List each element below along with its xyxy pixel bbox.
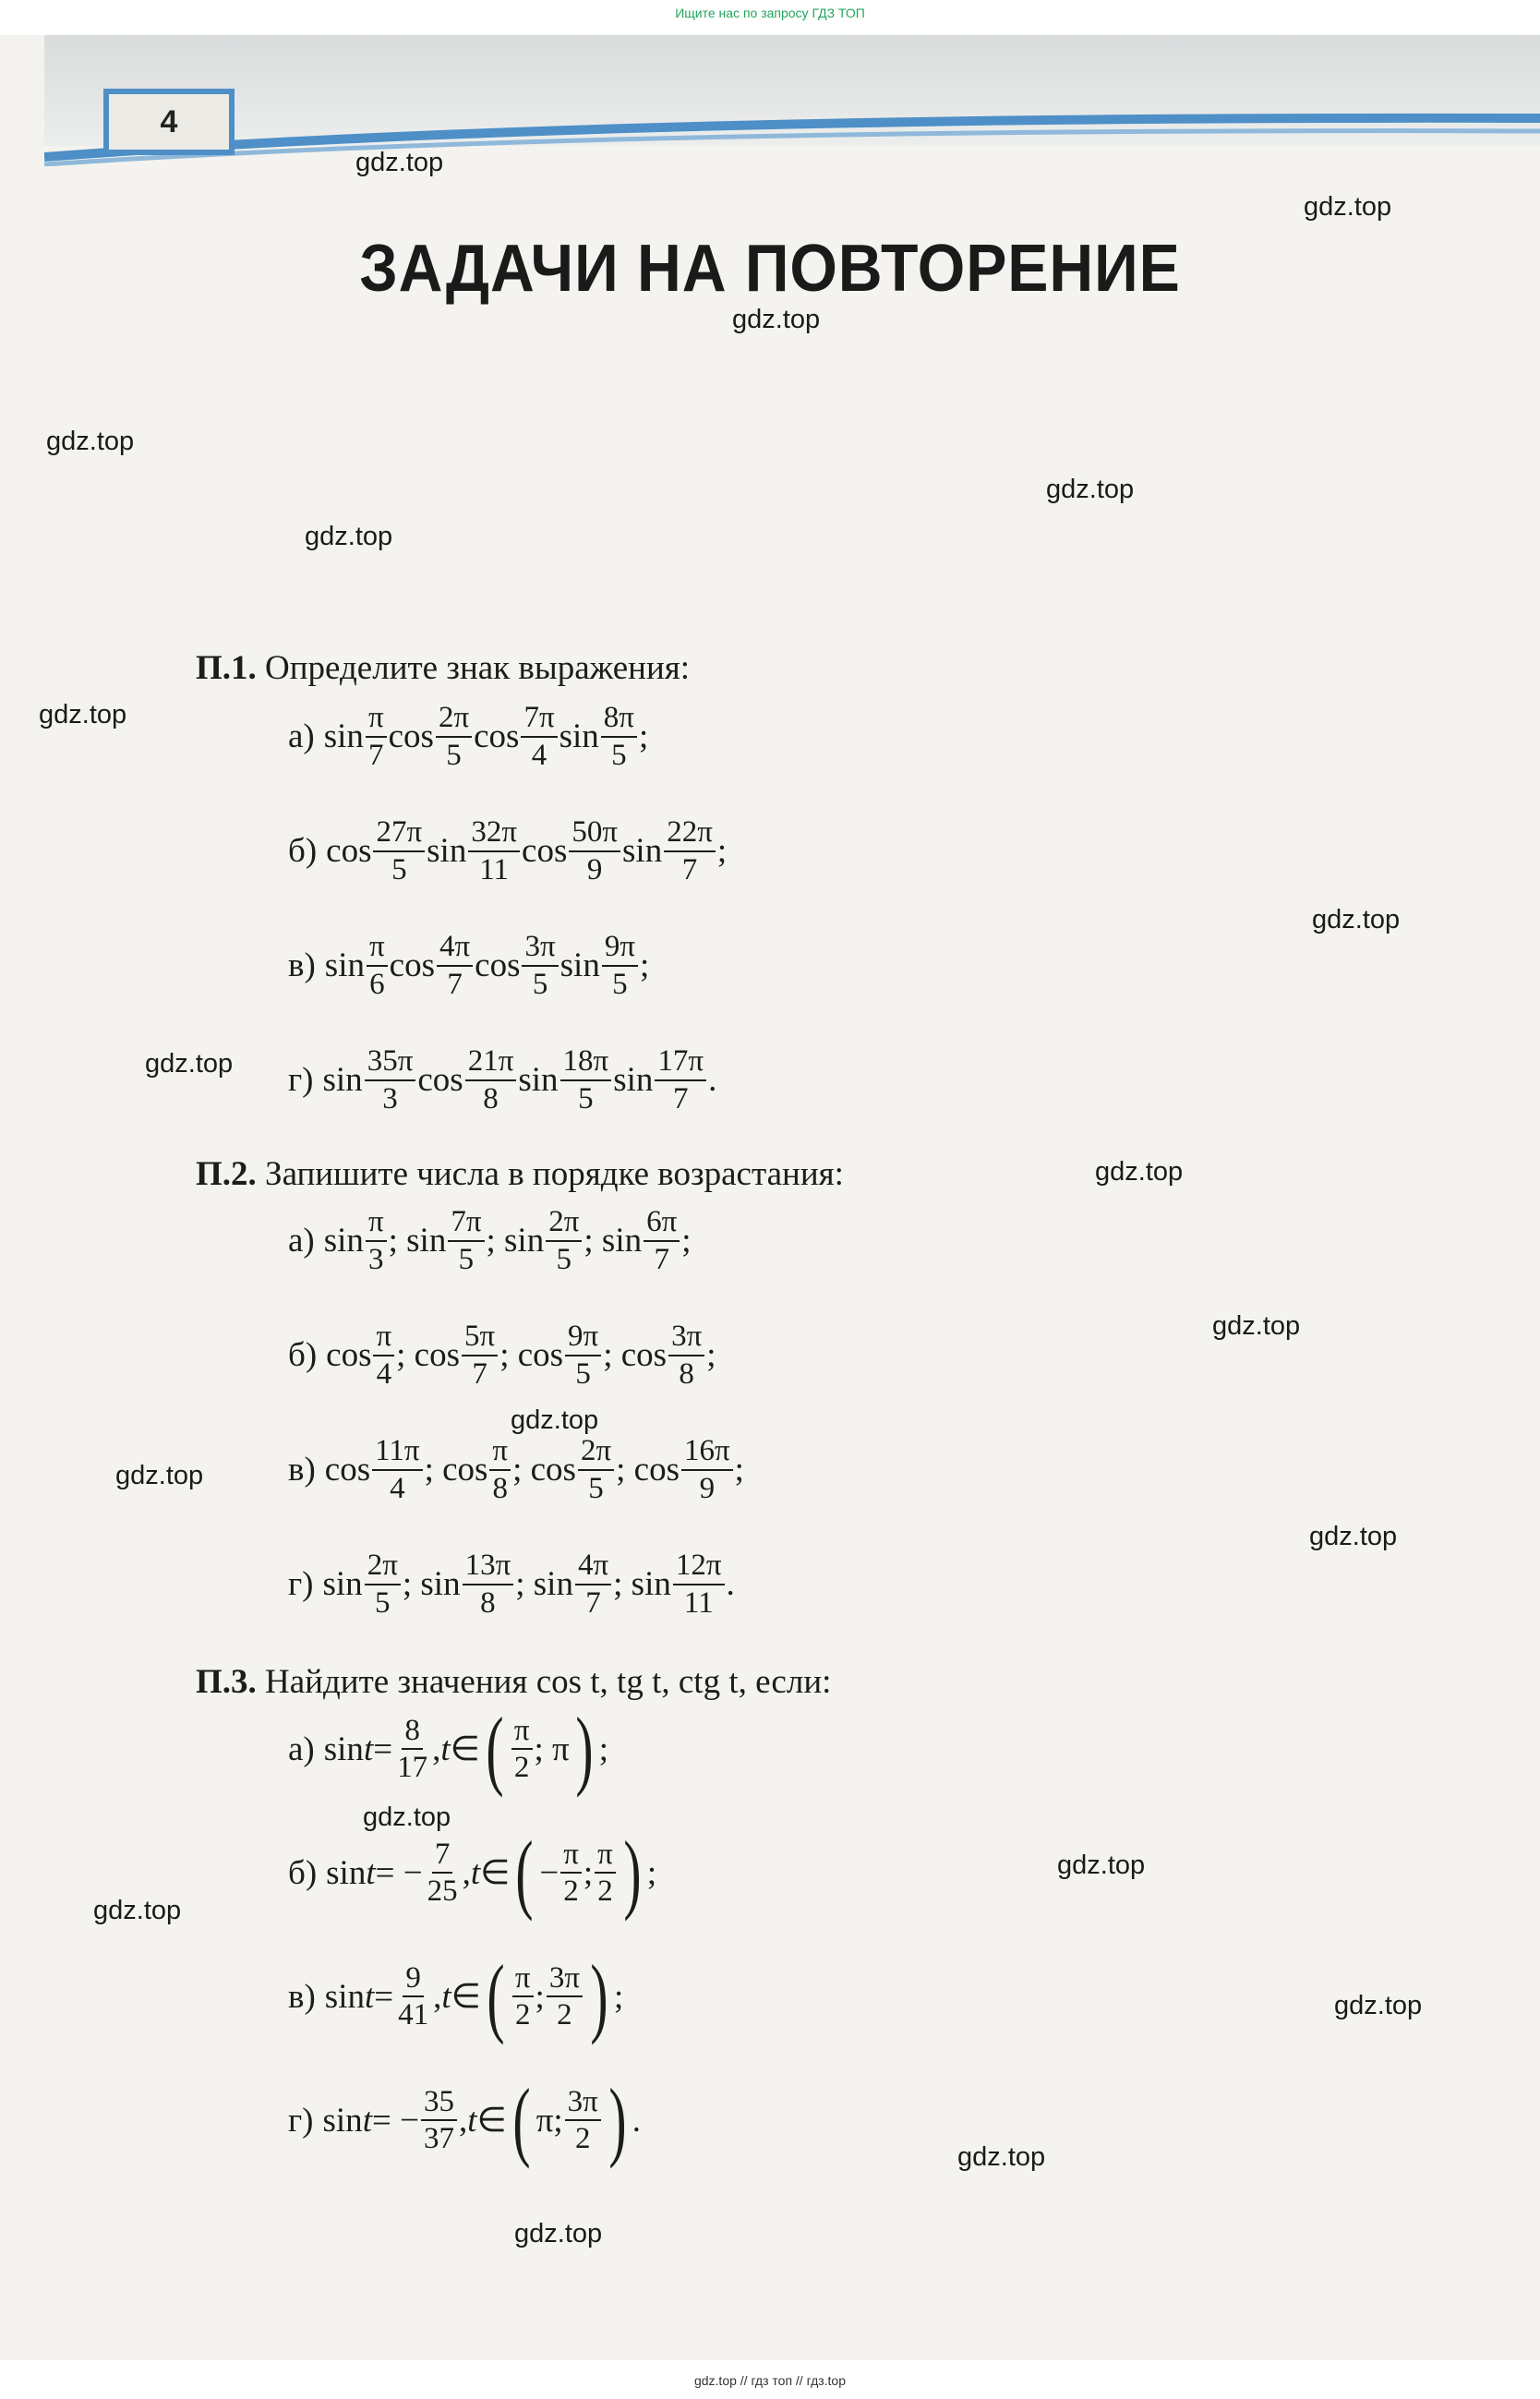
item-label: г) bbox=[288, 2101, 314, 2140]
expr-p2-b: б) cos $\frac{\pi}{4}$ ; cos $\frac{5\pi}{7}$ ; cos $\frac{9\pi}{5}$ ; cos $\frac{3\pi}{8}$ ; bbox=[288, 1320, 716, 1391]
watermark: gdz.top bbox=[363, 1802, 451, 1832]
top-banner bbox=[0, 0, 1540, 35]
expr-p3-b: б) sin t = − $\frac{7}{25}$ , t ∈ ( − $\frac{\pi}{2}$ ; $\frac{\pi}{2}$ ) ; bbox=[288, 1823, 657, 1922]
watermark: gdz.top bbox=[115, 1461, 204, 1490]
item-label: б) bbox=[288, 832, 318, 871]
watermark: gdz.top bbox=[732, 305, 821, 334]
watermark: gdz.top bbox=[1212, 1311, 1301, 1341]
watermark: gdz.top bbox=[46, 427, 135, 456]
item-label: б) bbox=[288, 1336, 318, 1375]
item-label: а) bbox=[288, 1730, 315, 1768]
expr-p1-b: б) cos $\frac{27\pi}{5}$ sin $\frac{32\pi}{11}$ cos $\frac{50\pi}{9}$ sin $\frac{22\pi}{7}$ ; bbox=[288, 815, 728, 886]
task-p3 bbox=[196, 1662, 831, 1702]
watermark: gdz.top bbox=[305, 522, 393, 551]
bottom-banner-text: gdz.top // гдз топ // гдз.top bbox=[693, 2373, 847, 2388]
page-title: ЗАДАЧИ НА ПОВТОРЕНИЕ bbox=[359, 232, 1181, 306]
task-number: П.2. bbox=[196, 1155, 257, 1193]
watermark: gdz.top bbox=[1309, 1522, 1398, 1551]
watermark: gdz.top bbox=[145, 1049, 234, 1079]
watermark: gdz.top bbox=[93, 1896, 182, 1925]
expr-p3-v: в) sin t = $\frac{9}{41}$ , t ∈ ( $\frac{\pi}{2}$ ; $\frac{3\pi}{2}$ ) ; bbox=[288, 1947, 624, 2045]
watermark: gdz.top bbox=[39, 700, 127, 729]
watermark: gdz.top bbox=[1057, 1850, 1146, 1880]
task-p1 bbox=[196, 648, 690, 688]
item-label: г) bbox=[288, 1565, 314, 1604]
item-label: в) bbox=[288, 1451, 316, 1489]
expr-p1-a: а) sin $\frac{\pi}{7}$ cos $\frac{2\pi}{5}$ cos $\frac{7\pi}{4}$ sin $\frac{8\pi}{5}$ ; bbox=[288, 701, 649, 772]
task-text: Определите знак выражения: bbox=[265, 649, 691, 687]
item-label: а) bbox=[288, 717, 315, 756]
task-text: Найдите значения cos t, tg t, ctg t, если: bbox=[265, 1663, 832, 1701]
task-number: П.3. bbox=[196, 1663, 257, 1701]
page-number: 4 bbox=[103, 89, 235, 155]
item-label: б) bbox=[288, 1853, 318, 1892]
expr-p2-v: в) cos $\frac{11\pi}{4}$ ; cos $\frac{\pi}{8}$ ; cos $\frac{2\pi}{5}$ ; cos $\frac{16\pi}{9}$ ; bbox=[288, 1434, 744, 1505]
watermark: gdz.top bbox=[1046, 475, 1135, 504]
expr-p2-g: г) sin $\frac{2\pi}{5}$ ; sin $\frac{13\pi}{8}$ ; sin $\frac{4\pi}{7}$ ; sin $\frac{12\pi}{11}$ . bbox=[288, 1549, 735, 1620]
task-p2 bbox=[196, 1154, 844, 1194]
watermark: gdz.top bbox=[1304, 192, 1392, 222]
expr-p1-g: г) sin $\frac{35\pi}{3}$ cos $\frac{21\pi}{8}$ sin $\frac{18\pi}{5}$ sin $\frac{17\pi}{7}$ . bbox=[288, 1044, 717, 1115]
item-label: в) bbox=[288, 946, 316, 985]
item-label: а) bbox=[288, 1222, 315, 1260]
watermark: gdz.top bbox=[514, 2219, 603, 2248]
blue-stripe bbox=[44, 111, 1540, 166]
watermark: gdz.top bbox=[511, 1405, 599, 1435]
watermark: gdz.top bbox=[355, 148, 444, 177]
expr-p1-v: в) sin $\frac{\pi}{6}$ cos $\frac{4\pi}{7}$ cos $\frac{3\pi}{5}$ sin $\frac{9\pi}{5}$ ; bbox=[288, 930, 650, 1001]
watermark: gdz.top bbox=[1312, 905, 1401, 934]
bottom-banner bbox=[0, 2360, 1540, 2399]
task-number: П.1. bbox=[196, 649, 257, 687]
watermark: gdz.top bbox=[957, 2142, 1046, 2172]
task-text: Запишите числа в порядке возрастания: bbox=[265, 1155, 844, 1193]
watermark: gdz.top bbox=[1095, 1157, 1184, 1187]
expr-p3-g: г) sin t = − $\frac{35}{37}$ , t ∈ ( π; $\frac{3\pi}{2}$ ) . bbox=[288, 2070, 642, 2169]
watermark: gdz.top bbox=[1334, 1991, 1423, 2020]
expr-p3-a: а) sin t = $\frac{8}{17}$ , t ∈ ( $\frac{\pi}{2}$ ; π ) ; bbox=[288, 1699, 608, 1798]
expr-p2-a: а) sin $\frac{\pi}{3}$ ; sin $\frac{7\pi}{5}$ ; sin $\frac{2\pi}{5}$ ; sin $\frac{6\pi}{7}$ ; bbox=[288, 1205, 692, 1276]
top-banner-text: Ищите нас по запросу ГДЗ ТОП bbox=[675, 6, 865, 20]
item-label: в) bbox=[288, 1977, 316, 2016]
item-label: г) bbox=[288, 1061, 314, 1100]
